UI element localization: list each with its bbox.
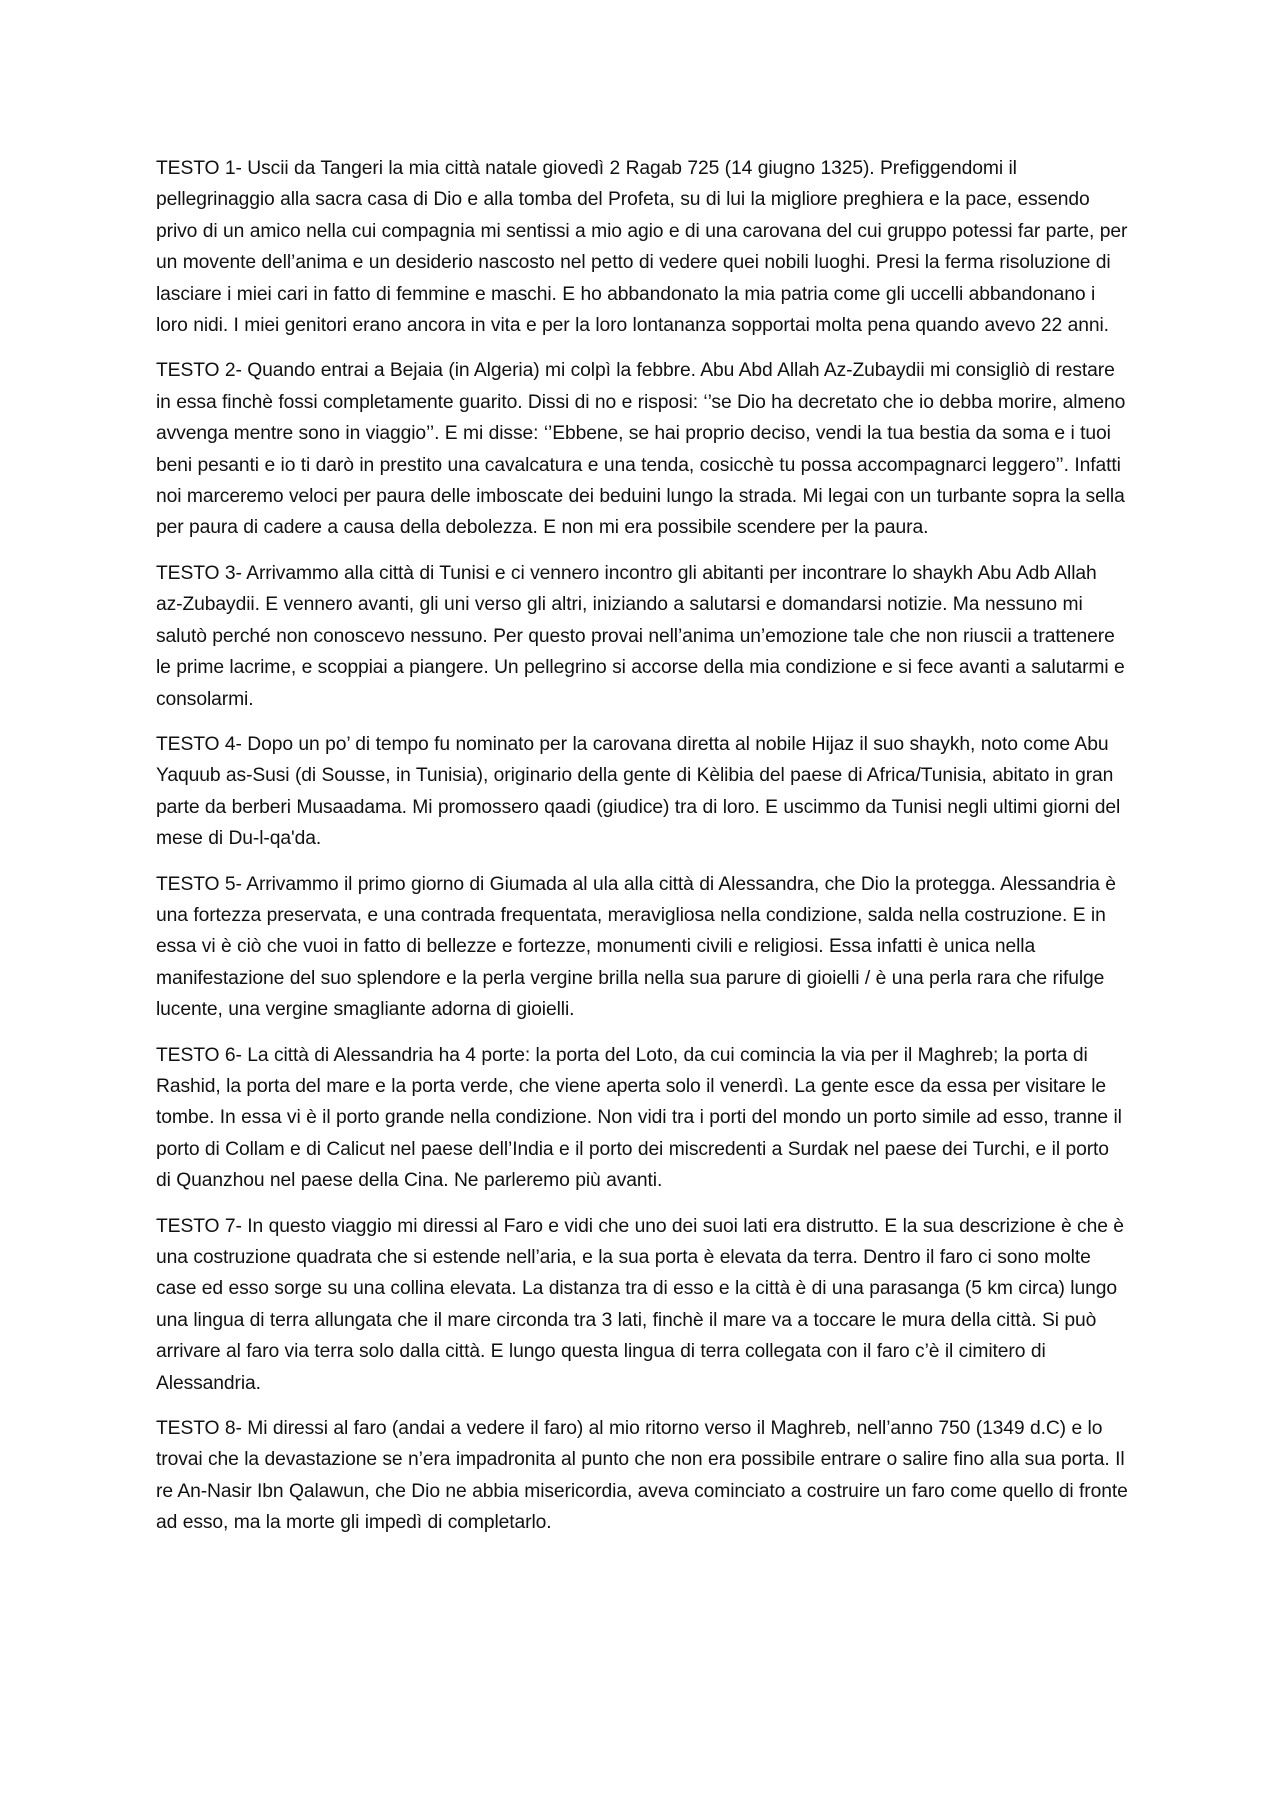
paragraph-testo-8: TESTO 8- Mi diressi al faro (andai a vedere il faro) al mio ritorno verso il Maghreb, nell’anno 750 (1349 d.C) e lo trovai che la devastazione se n’era impadronita al punto che non era possibile entrare o salire fino alla sua porta. Il re An-Nasir Ibn Qalawun, che Dio ne abbia misericordia, aveva cominciato a costruire un faro come quello di fronte ad esso, ma la morte gli impedì di completarlo.	[156, 1418, 1128, 1534]
paragraph-testo-4: TESTO 4- Dopo un po’ di tempo fu nominato per la carovana diretta al nobile Hijaz il suo shaykh, noto come Abu Yaquub as-Susi (di Sousse, in Tunisia), originario della gente di Kèlibia del paese di Africa/Tunisia, abitato in gran parte da berberi Musaadama. Mi promossero qaadi (giudice) tra di loro. E uscimmo da Tunisi negli ultimi giorni del mese di Du-l-qa'da.	[156, 733, 1121, 850]
paragraph-testo-1: TESTO 1- Uscii da Tangeri la mia città natale giovedì 2 Ragab 725 (14 giugno 1325). Prefiggendomi il pellegrinaggio alla sacra casa di Dio e alla tomba del Profeta, su di lui la migliore preghiera e la pace, essendo privo di un amico nella cui compagnia mi sentissi a mio agio e di una carovana del cui gruppo potessi far parte, per un movente dell’anima e un desiderio nascosto nel petto di vedere quei nobili luoghi. Presi la ferma risoluzione di lasciare i miei cari in fatto di femmine e maschi. E ho abbandonato la mia patria come gli uccelli abbandonano i loro nidi. I miei genitori erano ancora in vita e per la loro lontananza sopportai molta pena quando avevo 22 anni.	[156, 158, 1128, 337]
paragraph-testo-7: TESTO 7- In questo viaggio mi diressi al Faro e vidi che uno dei suoi lati era distrutto. E la sua descrizione è che è una costruzione quadrata che si estende nell’aria, e la sua porta è elevata da terra. Dentro il faro ci sono molte case ed esso sorge su una collina elevata. La distanza tra di esso e la città è di una parasanga (5 km circa) lungo una lingua di terra allungata che il mare circonda tra 3 lati, finchè il mare va a toccare le mura della città. Si può arrivare al faro via terra solo dalla città. E lungo questa lingua di terra collegata con il faro c’è il cimitero di Alessandria.	[156, 1215, 1124, 1394]
paragraph-testo-5: TESTO 5- Arrivammo il primo giorno di Giumada al ula alla città di Alessandra, che Dio la protegga. Alessandria è una fortezza preservata, e una contrada frequentata, meravigliosa nella condizione, salda nella costruzione. E in essa vi è ciò che vuoi in fatto di bellezze e fortezze, monumenti civili e religiosi. Essa infatti è unica nella manifestazione del suo splendore e la perla vergine brilla nella sua parure di gioielli / è una perla rara che rifulge lucente, una vergine smagliante adorna di gioielli.	[156, 873, 1116, 1021]
paragraph-testo-2: TESTO 2- Quando entrai a Bejaia (in Algeria) mi colpì la febbre. Abu Abd Allah Az-Zubaydii mi consigliò di restare in essa finchè fossi completamente guarito. Dissi di no e risposi: ‘’se Dio ha decretato che io debba morire, almeno avvenga mentre sono in viaggio’’. E mi disse: ‘’Ebbene, se hai proprio deciso, vendi la tua bestia da soma e i tuoi beni pesanti e io ti darò in prestito una cavalcatura e una tenda, cosicchè tu possa accompagnarci leggero’’. Infatti noi marceremo veloci per paura delle imboscate dei beduini lungo la strada. Mi legai con un turbante sopra la sella per paura di cadere a causa della debolezza. E non mi era possibile scendere per la paura.	[156, 360, 1126, 539]
paragraph-testo-6: TESTO 6- La città di Alessandria ha 4 porte: la porta del Loto, da cui comincia la via per il Maghreb; la porta di Rashid, la porta del mare e la porta verde, che viene aperta solo il venerdì. La gente esce da essa per visitare le tombe. In essa vi è il porto grande nella condizione. Non vidi tra i porti del mondo un porto simile ad esso, tranne il porto di Collam e di Calicut nel paese dell’India e il porto dei miscredenti a Surdak nel paese dei Turchi, e il porto di Quanzhou nel paese della Cina. Ne parleremo più avanti.	[156, 1044, 1122, 1192]
paragraph-testo-3: TESTO 3- Arrivammo alla città di Tunisi e ci vennero incontro gli abitanti per incontrare lo shaykh Abu Adb Allah az-Zubaydii. E vennero avanti, gli uni verso gli altri, iniziando a salutarsi e domandarsi notizie. Ma nessuno mi salutò perché non conoscevo nessuno. Per questo provai nell’anima un’emozione tale che non riuscii a trattenere le prime lacrime, e scoppiai a piangere. Un pellegrino si accorse della mia condizione e si fece avanti a salutarmi e consolarmi.	[156, 562, 1125, 710]
